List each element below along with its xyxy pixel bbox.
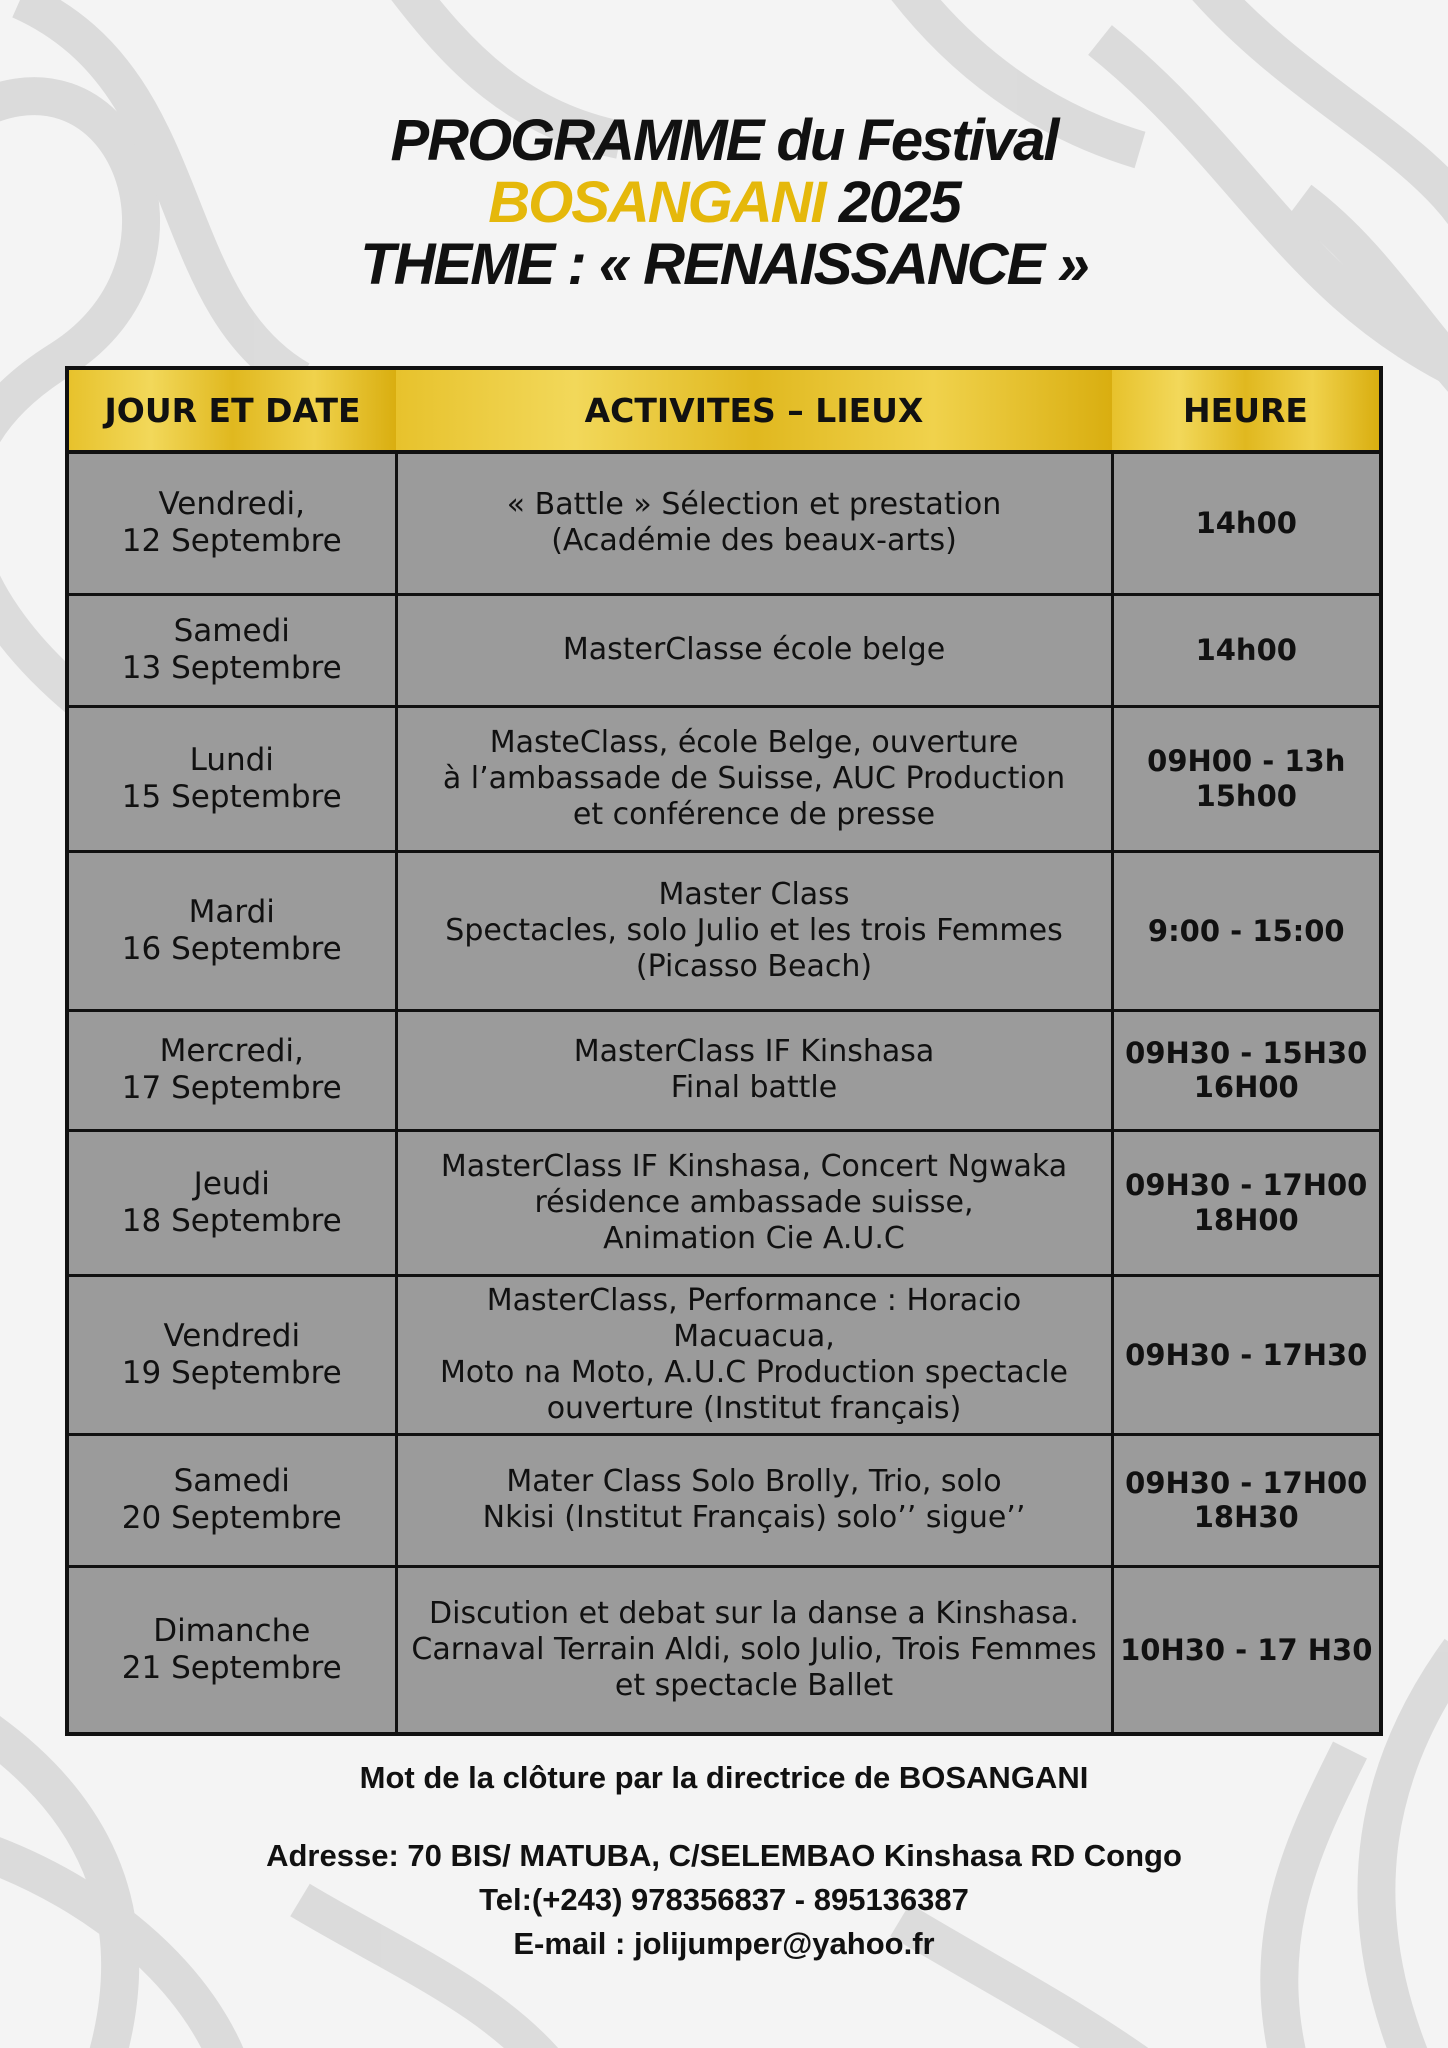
day-cell-text: Vendredi 19 Septembre xyxy=(121,1317,342,1392)
activity-cell-text: Master Class Spectacles, solo Julio et les trois Femmes (Picasso Beach) xyxy=(445,877,1063,985)
table-row xyxy=(69,707,1379,852)
day-cell-text: Samedi 20 Septembre xyxy=(121,1463,342,1537)
activity-cell xyxy=(396,594,1112,706)
time-cell xyxy=(1112,1131,1379,1276)
address: Adresse: 70 BIS/ MATUBA, C/SELEMBAO Kinshasa RD Congo xyxy=(266,1838,1182,1873)
time-cell xyxy=(1112,452,1379,594)
time-cell xyxy=(1112,707,1379,852)
day-cell-text: Lundi 15 Septembre xyxy=(121,742,342,816)
day-cell-text: Mardi 16 Septembre xyxy=(121,893,342,968)
activity-cell xyxy=(396,452,1112,594)
day-cell xyxy=(69,707,396,852)
title-line-2 xyxy=(0,172,1448,234)
day-cell-text: Vendredi, 12 Septembre xyxy=(121,486,342,560)
theme-line: THEME : « RENAISSANCE » xyxy=(360,232,1088,297)
day-cell-text: Samedi 13 Septembre xyxy=(121,613,342,687)
time-cell xyxy=(1112,1434,1379,1566)
activity-cell xyxy=(396,1567,1112,1732)
activity-cell xyxy=(396,1434,1112,1566)
table-row xyxy=(69,1434,1379,1566)
day-cell xyxy=(69,1010,396,1130)
time-cell-text: 10H30 - 17 H30 xyxy=(1120,1632,1373,1667)
time-cell-text: 09H30 - 17H00 18H00 xyxy=(1125,1168,1368,1238)
header-time: HEURE xyxy=(1112,370,1379,452)
table-header-row xyxy=(69,370,1379,452)
festival-year: 2025 xyxy=(838,170,960,235)
time-cell xyxy=(1112,1276,1379,1434)
activity-cell-text: MasterClass IF Kinshasa, Concert Ngwaka résidence ambassade suisse, Animation Cie A.U.C xyxy=(440,1149,1068,1257)
activity-cell xyxy=(396,1131,1112,1276)
header-activity: ACTIVITES – LIEUX xyxy=(396,370,1112,452)
activity-cell-text: MasteClass, école Belge, ouverture à l’ambassade de Suisse, AUC Production et conférence de presse xyxy=(442,725,1066,833)
table-row xyxy=(69,1010,1379,1130)
email: E-mail : jolijumper@yahoo.fr xyxy=(513,1926,935,1961)
time-cell xyxy=(1112,1567,1379,1732)
header-day: JOUR ET DATE xyxy=(69,370,396,452)
festival-title xyxy=(0,110,1448,296)
day-cell-text: Dimanche 21 Septembre xyxy=(121,1612,342,1687)
activity-cell xyxy=(396,1276,1112,1434)
day-cell-text: Jeudi 18 Septembre xyxy=(121,1166,342,1240)
activity-cell xyxy=(396,852,1112,1010)
footer xyxy=(0,1760,1448,1966)
day-cell xyxy=(69,1276,396,1434)
activity-cell-text: MasterClasse école belge xyxy=(562,632,946,668)
title-line-1: PROGRAMME du Festival xyxy=(390,108,1058,173)
time-cell xyxy=(1112,594,1379,706)
day-cell xyxy=(69,452,396,594)
telephone: Tel:(+243) 978356837 - 895136387 xyxy=(479,1882,969,1917)
program-table xyxy=(65,366,1383,1736)
activity-cell xyxy=(396,707,1112,852)
activity-cell-text: MasterClass IF Kinshasa Final battle xyxy=(573,1034,935,1106)
day-cell xyxy=(69,1131,396,1276)
time-cell xyxy=(1112,852,1379,1010)
activity-cell-text: Discution et debat sur la danse a Kinshasa. Carnaval Terrain Aldi, solo Julio, Trois Femmes et spectacle Ballet xyxy=(411,1596,1097,1704)
day-cell xyxy=(69,594,396,706)
closing-note: Mot de la clôture par la directrice de BOSANGANI xyxy=(359,1760,1089,1795)
table-row xyxy=(69,594,1379,706)
time-cell-text: 09H00 - 13h 15h00 xyxy=(1147,744,1346,814)
table-row xyxy=(69,1131,1379,1276)
day-cell xyxy=(69,852,396,1010)
time-cell-text: 09H30 - 17H00 18H30 xyxy=(1125,1465,1368,1535)
day-cell xyxy=(69,1434,396,1566)
time-cell-text: 14h00 xyxy=(1195,633,1297,668)
table-row xyxy=(69,452,1379,594)
time-cell xyxy=(1112,1010,1379,1130)
table-row xyxy=(69,852,1379,1010)
festival-name: BOSANGANI xyxy=(488,170,825,235)
activity-cell xyxy=(396,1010,1112,1130)
table-row xyxy=(69,1276,1379,1434)
time-cell-text: 09H30 - 15H30 16H00 xyxy=(1125,1035,1368,1105)
activity-cell-text: « Battle » Sélection et prestation (Académie des beaux-arts) xyxy=(506,487,1002,559)
time-cell-text: 14h00 xyxy=(1195,506,1297,541)
day-cell-text: Mercredi, 17 Septembre xyxy=(121,1033,342,1107)
day-cell xyxy=(69,1567,396,1732)
activity-cell-text: MasterClass, Performance : Horacio Macuacua, Moto na Moto, A.U.C Production spectacle ouverture (Institut français) xyxy=(440,1283,1068,1427)
table-row xyxy=(69,1567,1379,1732)
time-cell-text: 9:00 - 15:00 xyxy=(1147,913,1345,948)
time-cell-text: 09H30 - 17H30 xyxy=(1125,1337,1368,1372)
activity-cell-text: Mater Class Solo Brolly, Trio, solo Nkisi (Institut Français) solo’’ sigue’’ xyxy=(482,1464,1026,1536)
